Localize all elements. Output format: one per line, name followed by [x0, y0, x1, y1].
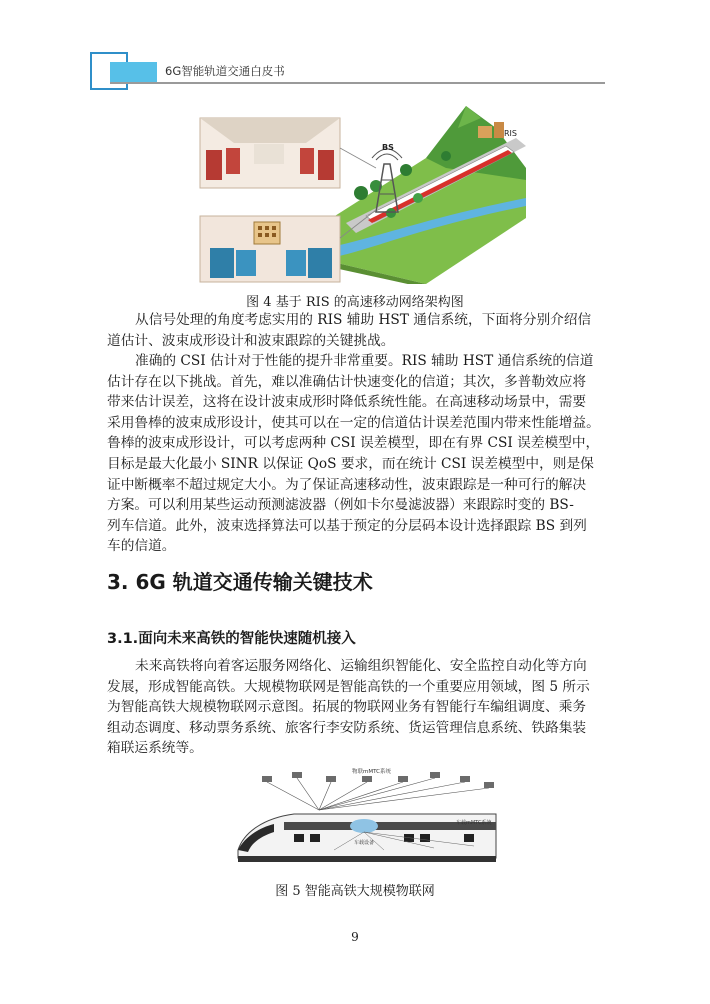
onboard-device-label: 车载设备: [354, 840, 375, 846]
text-line: 估计存在以下挑战。首先，难以准确估计快速变化的信道；其次，多普勒效应将: [107, 373, 587, 390]
mmtc-top-label: 物联mMTC系统: [352, 769, 391, 775]
header-accent-bar: [110, 62, 157, 84]
figure5-illustration: [234, 762, 504, 872]
text-line: 方案。可以利用某些运动预测滤波器（例如卡尔曼滤波器）来跟踪时变的 BS-: [107, 497, 574, 514]
text-line: 鲁棒的波束成形设计，可以考虑两种 CSI 误差模型，即在有界 CSI 误差模型中，: [107, 435, 600, 452]
text-line: 列车信道。此外，波束选择算法可以基于预定的分层码本设计选择跟踪 BS 到列: [107, 517, 587, 534]
figure4-caption: 图 4 基于 RIS 的高速移动网络架构图: [246, 295, 464, 310]
figure4-illustration: [196, 98, 526, 284]
onboard-mmtc-label: 车载mMTC系统: [456, 820, 492, 826]
page-number: 9: [351, 930, 359, 944]
text-line: 目标是最大化最小 SINR 以保证 QoS 要求，而在统计 CSI 误差模型中，则是保: [107, 455, 594, 472]
header-title: 6G智能轨道交通白皮书: [165, 64, 285, 78]
inset-cabin-bottom: [200, 216, 340, 282]
text-line: 准确的 CSI 估计对于性能的提升非常重要。RIS 辅助 HST 通信系统的信道: [135, 353, 594, 369]
text-line: 为智能高铁大规模物联网示意图。拓展的物联网业务有智能行车编组调度、乘务: [107, 699, 587, 716]
text-line: 从信号处理的角度考虑实用的 RIS 辅助 HST 通信系统，下面将分别介绍信: [135, 312, 592, 328]
text-line: 组动态调度、移动票务系统、旅客行李安防系统、货运管理信息系统、铁路集装: [107, 719, 587, 736]
text-line: 车的信道。: [107, 538, 176, 555]
paragraph-smart-rail: [107, 656, 604, 759]
subsection-heading: 3.1.面向未来高铁的智能快速随机接入: [107, 631, 356, 647]
text-line: 道估计、波束成形设计和波束跟踪的关键挑战。: [107, 332, 395, 349]
inset-cabin-top: [200, 118, 340, 188]
text-line: 未来高铁将向着客运服务网络化、运输组织智能化、安全监控自动化等方向: [135, 658, 587, 674]
text-line: 带来估计误差，这将在设计波束成形时降低系统性能。在高速移动场景中，需要: [107, 394, 587, 411]
paragraph-intro: [107, 310, 604, 351]
text-line: 证中断概率不超过规定大小。为了保证高速移动性，波束跟踪是一种可行的解决: [107, 476, 587, 493]
bs-label: BS: [382, 143, 394, 152]
section-heading: 3. 6G 轨道交通传输关键技术: [107, 570, 373, 594]
header-rule: [110, 82, 605, 84]
ris-label: RIS: [504, 129, 517, 138]
figure5-caption: 图 5 智能高铁大规模物联网: [275, 884, 435, 899]
paragraph-csi: [107, 351, 604, 557]
text-line: 箱联运系统等。: [107, 740, 203, 757]
text-line: 采用鲁棒的波束成形设计，使其可以在一定的信道估计误差范围内带来性能增益。: [107, 414, 600, 431]
text-line: 发展，形成智能高铁。大规模物联网是智能高铁的一个重要应用领域，图 5 所示: [107, 678, 590, 695]
